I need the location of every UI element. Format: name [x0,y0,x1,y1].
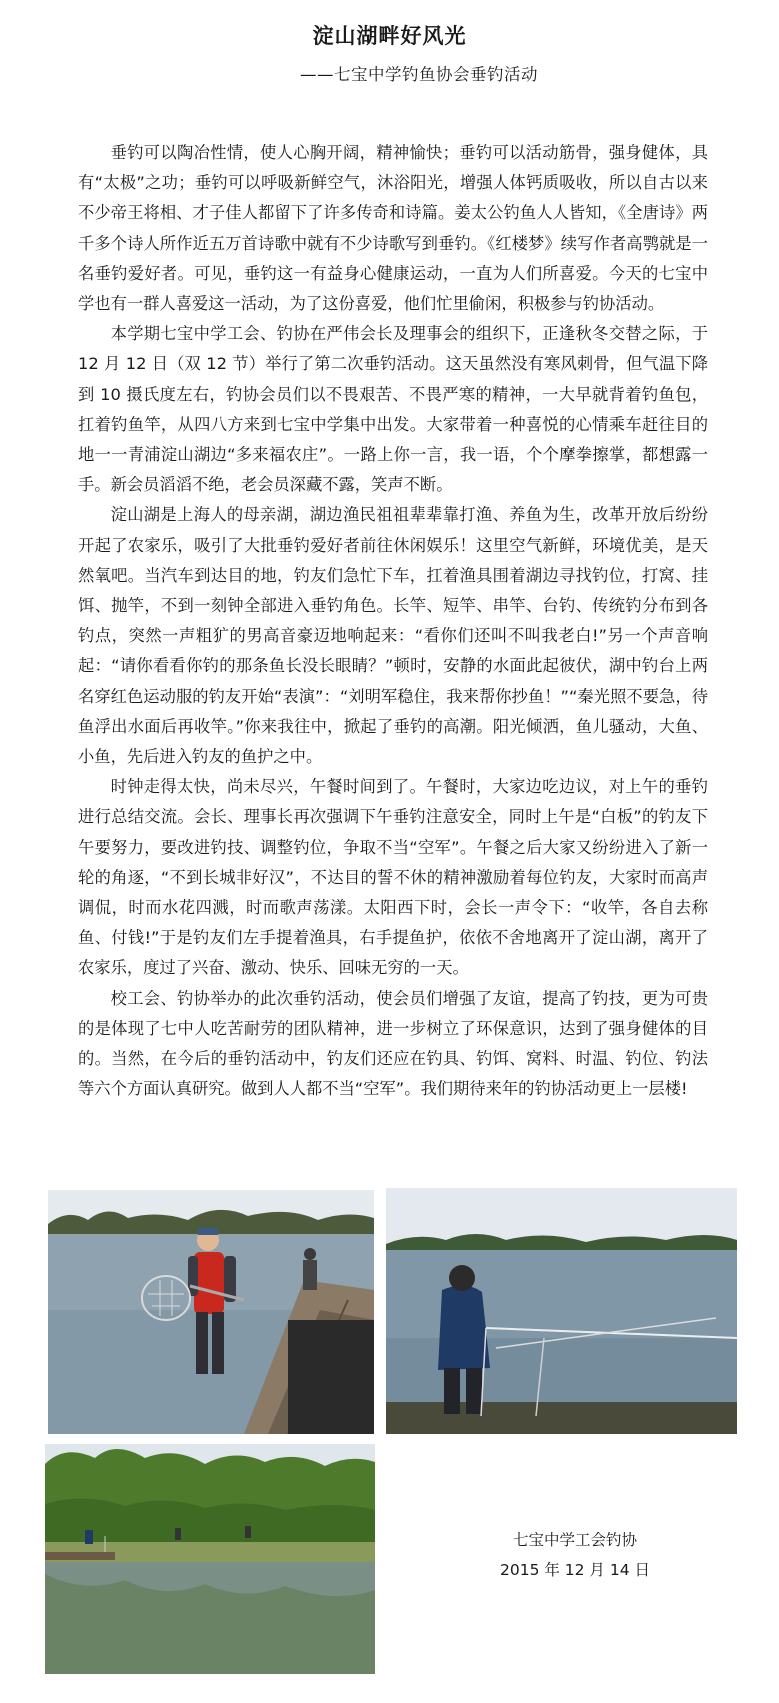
paragraph-3: 淀山湖是上海人的母亲湖，湖边渔民祖祖辈辈靠打渔、养鱼为生，改革开放后纷纷开起了农家乐，吸引了大批垂钓爱好者前往休闲娱乐！这里空气新鲜，环境优美，是天然氧吧。当汽车到达目的地，钓友们急忙下车，扛着渔具围着湖边寻找钓位，打窝、挂饵、抛竿，不到一刻钟全部进入垂钓角色。长竿、短竿、串竿、台钓、传统钓分布到各钓点，突然一声粗犷的男高音豪迈地响起来：“看你们还叫不叫我老白!”另一个声音响起：“请你看看你钓的那条鱼长没长眼睛？”顿时，安静的水面此起彼伏，湖中钓台上两名穿红色运动服的钓友开始“表演”：“刘明军稳住，我来帮你抄鱼！”“秦光照不要急，待鱼浮出水面后再收竿。”你来我往中，掀起了垂钓的高潮。阳光倾洒，鱼儿骚动，大鱼、小鱼，先后进入钓友的鱼护之中。 [78,505,708,767]
article-body [78,138,708,1105]
photo-angler-with-net [48,1190,374,1434]
photo-angler-blue-jacket [386,1188,737,1434]
photo-lakeside-landscape [45,1444,375,1674]
paragraph-2: 本学期七宝中学工会、钓协在严伟会长及理事会的组织下，正逢秋冬交替之际，于 12 月 12 日（双 12 节）举行了第二次垂钓活动。这天虽然没有寒风刺骨，但气温下降到 10 摄氏度左右，钓协会员们以不畏艰苦、不畏严寒的精神，一大早就背着钓鱼包，扛着钓鱼竿，从四八方来到七宝中学集中出发。大家带着一种喜悦的心情乘车赶往目的地一一青浦淀山湖边“多来福农庄”。一路上你一言，我一语，个个摩拳擦掌，都想露一手。新会员滔滔不绝，老会员深藏不露，笑声不断。 [78,324,708,495]
paragraph-1: 垂钓可以陶冶性情，使人心胸开阔，精神愉快；垂钓可以活动筋骨，强身健体，具有“太极”之功；垂钓可以呼吸新鲜空气，沐浴阳光，增强人体钙质吸收，所以自古以来不少帝王将相、才子佳人都留下了许多传奇和诗篇。姜太公钓鱼人人皆知，《全唐诗》两千多个诗人所作近五万首诗歌中就有不少诗歌写到垂钓。《红楼梦》续写作者高鹗就是一名垂钓爱好者。可见，垂钓这一有益身心健康运动，一直为人们所喜爱。今天的七宝中学也有一群人喜爱这一活动，为了这份喜爱，他们忙里偷闲，积极参与钓协活动。 [78,143,708,314]
signature-date: 2015 年 12 月 14 日 [499,1561,651,1579]
signature-org: 七宝中学工会钓协 [512,1531,637,1549]
page-subtitle: ——七宝中学钓鱼协会垂钓活动 [300,65,538,84]
paragraph-5: 校工会、钓协举办的此次垂钓活动，使会员们增强了友谊，提高了钓技，更为可贵的是体现了七中人吃苦耐劳的团队精神，进一步树立了环保意识，达到了强身健体的目的。当然，在今后的垂钓活动中，钓友们还应在钓具、钓饵、窝料、时温、钓位、钓法等六个方面认真研究。做到人人都不当“空军”。我们期待来年的钓协活动更上一层楼! [78,988,708,1099]
paragraph-4: 时钟走得太快，尚未尽兴，午餐时间到了。午餐时，大家边吃边议，对上午的垂钓进行总结交流。会长、理事长再次强调下午垂钓注意安全，同时上午是“白板”的钓友下午要努力，要改进钓技、调整钓位，争取不当“空军”。午餐之后大家又纷纷进入了新一轮的角逐，“不到长城非好汉”，不达目的誓不休的精神激励着每位钓友，大家时而高声调侃，时而水花四溅，时而歌声荡漾。太阳西下时，会长一声令下：“收竿，各自去称鱼、付钱!”于是钓友们左手提着渔具，右手提鱼护，依依不舍地离开了淀山湖，离开了农家乐，度过了兴奋、激动、快乐、回味无穷的一天。 [78,777,708,978]
page-title: 淀山湖畔好风光 [312,23,467,48]
